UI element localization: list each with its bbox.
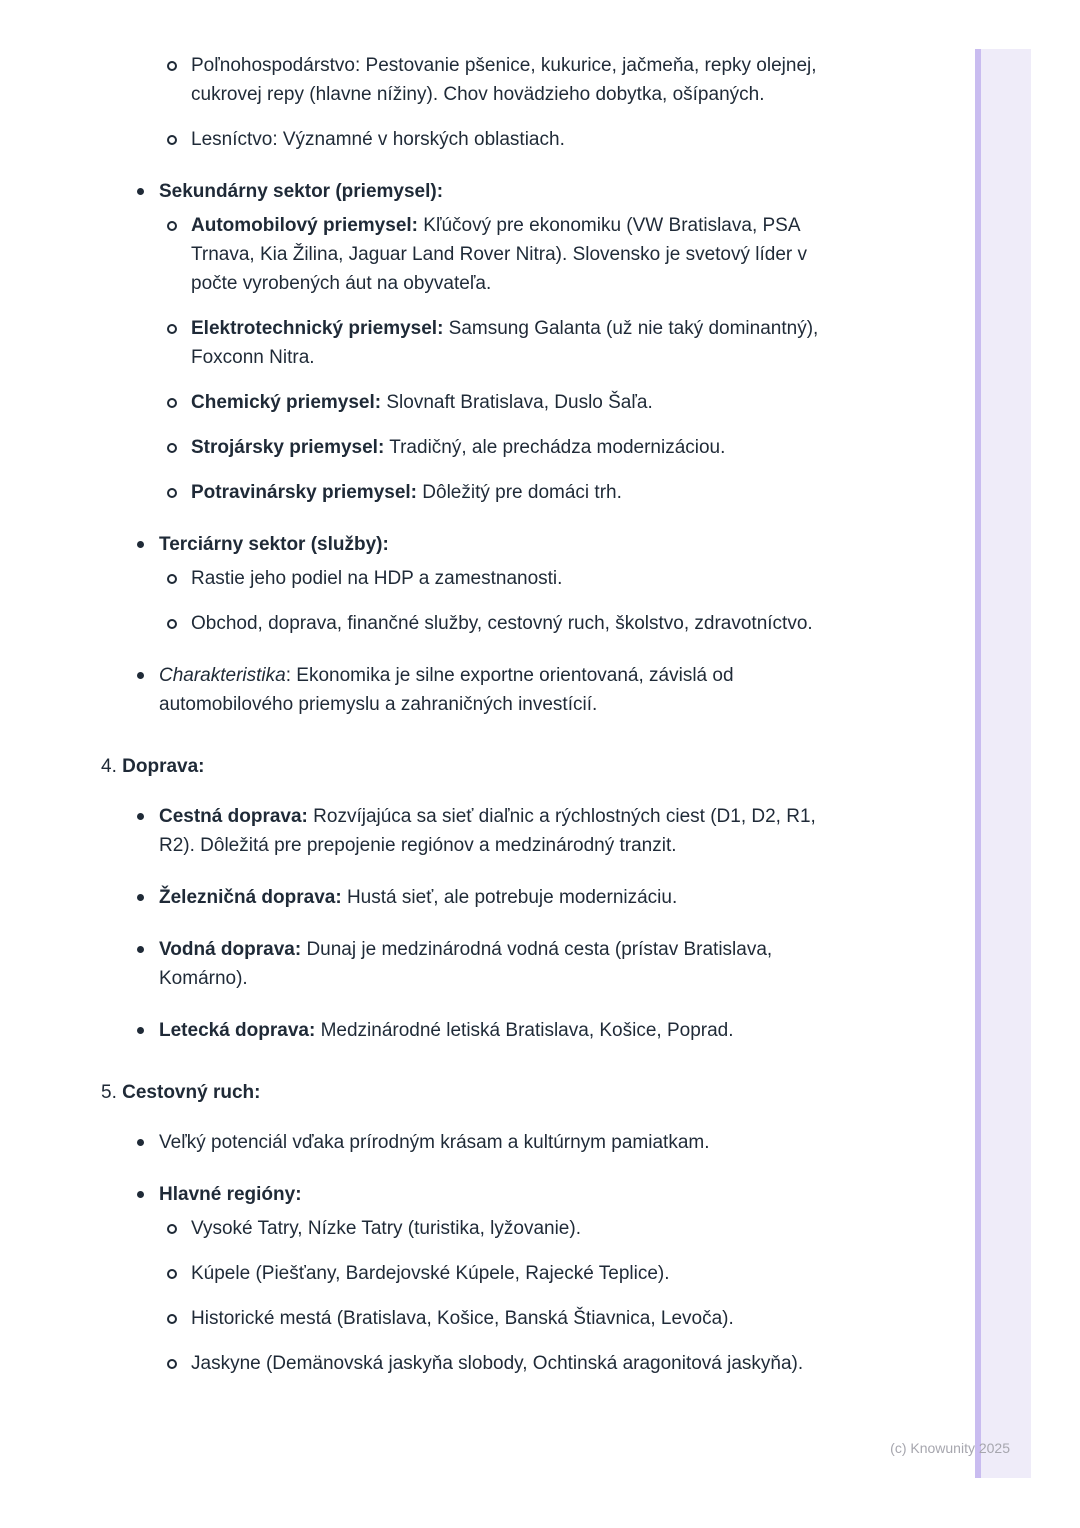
list-item-text: Historické mestá (Bratislava, Košice, Banská Štiavnica, Levoča). [191, 1308, 734, 1329]
list-item-tourism-potential [100, 1128, 842, 1157]
list-item-text: Jaskyne (Demänovská jaskyňa slobody, Ochtinská aragonitová jaskyňa). [191, 1353, 804, 1374]
tertiary-sector-sublist [100, 564, 842, 638]
disc-bullet-icon [137, 1027, 144, 1034]
section-number: 4. [101, 756, 117, 777]
list-item-lead: Potravinársky priemysel: [191, 482, 418, 503]
list-item-lead: Cestná doprava: [159, 806, 308, 827]
list-item-text [159, 1020, 734, 1041]
list-item-lead-italic: Charakteristika [159, 665, 286, 686]
list-item-water-transport [100, 935, 842, 993]
list-item-title: Hlavné regióny: [159, 1184, 302, 1205]
list-item-agriculture [100, 51, 842, 109]
circle-bullet-icon [167, 324, 177, 334]
circle-bullet-icon [167, 135, 177, 145]
list-item-rest: Slovnaft Bratislava, Duslo Šaľa. [381, 392, 653, 413]
list-item-text [191, 437, 725, 458]
disc-bullet-icon [137, 1191, 144, 1198]
circle-bullet-icon [167, 619, 177, 629]
circle-bullet-icon [167, 221, 177, 231]
list-item-automotive [100, 211, 842, 298]
circle-bullet-icon [167, 1314, 177, 1324]
list-item-text: Kúpele (Piešťany, Bardejovské Kúpele, Rajecké Teplice). [191, 1263, 670, 1284]
list-item-lead: Automobilový priemysel: [191, 215, 418, 236]
list-item-characteristics [100, 661, 842, 719]
section-heading-tourism [100, 1078, 842, 1107]
list-item-secondary-sector [100, 177, 842, 206]
list-item-text: Lesníctvo: Významné v horských oblastiach. [191, 129, 565, 150]
list-item-gdp-share [100, 564, 842, 593]
list-item-lead: Chemický priemysel: [191, 392, 382, 413]
circle-bullet-icon [167, 1269, 177, 1279]
list-item-text [159, 887, 677, 908]
disc-bullet-icon [137, 1139, 144, 1146]
list-item-services [100, 609, 842, 638]
list-item-rest: Rozvíjajúca sa sieť diaľnic a rýchlostných ciest (D1, D2, R1, R2). Dôležitá pre prepojenie regiónov a medzinárodný tranzit. [159, 806, 816, 856]
list-item-text [191, 392, 653, 413]
list-item-air-transport [100, 1016, 842, 1045]
disc-bullet-icon [137, 541, 144, 548]
circle-bullet-icon [167, 1359, 177, 1369]
disc-bullet-icon [137, 894, 144, 901]
list-item-text [191, 318, 818, 368]
list-item-caves [100, 1349, 842, 1378]
list-item-forestry [100, 125, 842, 154]
list-item-text [191, 482, 622, 503]
disc-bullet-icon [137, 188, 144, 195]
list-item-rail-transport [100, 883, 842, 912]
list-item-text: Obchod, doprava, finančné služby, cestovný ruch, školstvo, zdravotníctvo. [191, 613, 813, 634]
list-item-engineering [100, 433, 842, 462]
list-item-text [159, 939, 772, 989]
list-item-spas [100, 1259, 842, 1288]
regions-sublist [100, 1214, 842, 1378]
list-item-electrotechnical [100, 314, 842, 372]
section-title: Doprava: [122, 756, 205, 777]
list-item-lead: Elektrotechnický priemysel: [191, 318, 444, 339]
list-item-text [159, 806, 816, 856]
list-item-rest: Dunaj je medzinárodná vodná cesta (prístav Bratislava, Komárno). [159, 939, 773, 989]
list-item-lead: Strojársky priemysel: [191, 437, 385, 458]
list-item-rest: Samsung Galanta (už nie taký dominantný), Foxconn Nitra. [191, 318, 819, 368]
circle-bullet-icon [167, 574, 177, 584]
section-number: 5. [101, 1082, 117, 1103]
list-item-rest: Medzinárodné letiská Bratislava, Košice, Poprad. [315, 1020, 734, 1041]
list-item-historic-towns [100, 1304, 842, 1333]
secondary-sector-sublist [100, 211, 842, 507]
list-item-lead: Vodná doprava: [159, 939, 302, 960]
disc-bullet-icon [137, 946, 144, 953]
list-item-tertiary-sector [100, 530, 842, 559]
list-item-road-transport [100, 802, 842, 860]
watermark: (c) Knowunity 2025 [890, 1440, 1010, 1456]
list-item-rest: Hustá sieť, ale potrebuje modernizáciu. [341, 887, 678, 908]
list-item-text: Rastie jeho podiel na HDP a zamestnanosti. [191, 568, 563, 589]
circle-bullet-icon [167, 61, 177, 71]
accent-bar-panel [981, 49, 1031, 1478]
disc-bullet-icon [137, 813, 144, 820]
list-item-chemical [100, 388, 842, 417]
list-item-text: Poľnohospodárstvo: Pestovanie pšenice, kukurice, jačmeňa, repky olejnej, cukrovej repy (hlavne nížiny). Chov hovädzieho dobytka, ošípaných. [191, 55, 817, 105]
list-item-text [159, 665, 734, 715]
list-item-rest: Tradičný, ale prechádza modernizáciou. [384, 437, 726, 458]
list-item-rest: Kľúčový pre ekonomiku (VW Bratislava, PSA Trnava, Kia Žilina, Jaguar Land Rover Nitra). Slovensko je svetový líder v počte vyrobených áut na obyvateľa. [191, 215, 808, 294]
disc-bullet-icon [137, 672, 144, 679]
list-item-main-regions [100, 1180, 842, 1209]
circle-bullet-icon [167, 398, 177, 408]
list-item-lead: Železničná doprava: [159, 887, 342, 908]
circle-bullet-icon [167, 488, 177, 498]
circle-bullet-icon [167, 443, 177, 453]
list-item-lead: Letecká doprava: [159, 1020, 316, 1041]
circle-bullet-icon [167, 1224, 177, 1234]
list-item-rest: : Ekonomika je silne exportne orientovaná, závislá od automobilového priemyslu a zahraničných investícií. [159, 665, 734, 715]
list-item-title: Sekundárny sektor (priemysel): [159, 181, 444, 202]
list-item-text: Vysoké Tatry, Nízke Tatry (turistika, lyžovanie). [191, 1218, 581, 1239]
list-item-food-industry [100, 478, 842, 507]
list-item-rest: Dôležitý pre domáci trh. [417, 482, 622, 503]
list-item-text [191, 215, 807, 294]
notes-content [100, 51, 842, 1378]
list-item-tatras [100, 1214, 842, 1243]
list-item-title: Terciárny sektor (služby): [159, 534, 389, 555]
list-item-text: Veľký potenciál vďaka prírodným krásam a kultúrnym pamiatkam. [159, 1132, 710, 1153]
section-title: Cestovný ruch: [122, 1082, 261, 1103]
section-heading-transport [100, 752, 842, 781]
